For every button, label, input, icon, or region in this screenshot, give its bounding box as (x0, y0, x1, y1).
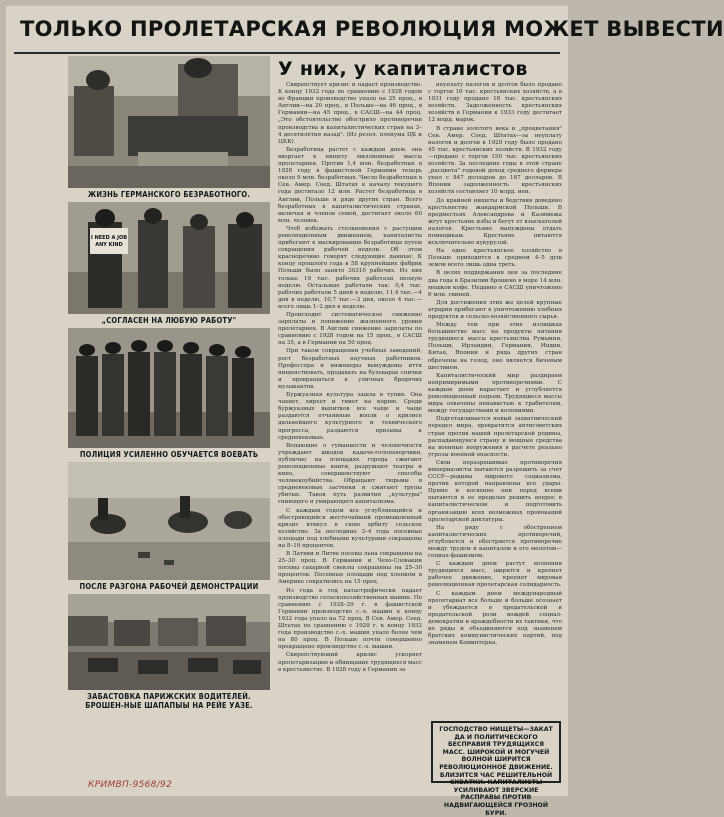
paragraph: Свирепствует кризис и падает производство. К концу 1932 года по сравнению с 1928 годом во Франции производство упало на 25 проц., в Англии—на 20 проц., в Польше—на 46 проц., в Германии—на 45 проц., в САСШ—на 44 проц. „Это обстоятельство обострило противоречия производства и капиталистических стран на 3–4 десятилетия назад". (Из резол. пленума ЦК и ЦКК). (278, 82, 422, 145)
paragraph: Из года в год катастрофически падает производство сельскохозяйственных машин. По сравнению с 1928–29 г. в фашистской Германии производство с.-х. машин к концу 1932 года упало на 72 проц. В Сев. Амер. Соед. Штатах по сравнению с 1929 г. к концу 1932 года производство с.-х. машин упало более чем на 80 проц. В Польше почти совершенно прекращено производство с.-х. машин. (278, 587, 422, 651)
photo-caption: ЗАБАСТОВКА ПАРИЖСКИХ ВОДИТЕЛЕЙ. БРОШЕН-НЫЕ ШАПАПЫЫ НА РЕЙЕ УАЗЕ. (85, 692, 253, 710)
photo-caption: „СОГЛАСЕН НА ЛЮБУЮ РАБОТУ" (101, 316, 237, 325)
paragraph: Между тем при этих излишках большинство масс на продукты питания трудящиеся массы крестьянства Румынии, Польши, Ирландии, Германии, Индии, Китая, Японии и ряда других стран обречены на голод, оно является бичевым шествием. (428, 322, 562, 371)
paragraph: С каждым днем растут волнения трудящихся масс, ширится и крепнет рабочее движение, крепнет мировая революционная пролетарская солидарность. (428, 561, 562, 589)
archive-stamp: КРИМВП-9568/92 (88, 780, 173, 790)
paragraph: В целях поддержания цен за последние два года в Бразилии брошено в море 14 млн. мешков кофе. Недавно в САСШ уничтожено 6 млн. свиней. (428, 270, 562, 298)
paragraph: Для достижения этих же целей крупные аграрии прибегают к уничтожению хлебных продуктов и сельско-хозяйственного сырья. (428, 299, 562, 320)
paragraph: При таком сокращении учебных заведений, рост безработных научных работников. Профессора и инженеры вынуждены итти нищенствовать, продавать на бульварах спички и превращаться в уличных бродячих музыкантов. (278, 348, 422, 390)
photo-police-training (68, 328, 270, 448)
photo-unemployed-image (68, 56, 270, 188)
photo-caption: ПОЛИЦИЯ УСИЛЕННО ОБУЧАЕТСЯ ВОЕВАТЬ (79, 450, 259, 459)
paragraph: Происходит систематическое снижение зарплаты и понижение жизненного уровня пролетариев. В Англии снижение зарплаты по сравнению с 1928 годом на 15 проц., в САСШ на 35, а в Германии на 50 проц. (278, 312, 422, 347)
paragraph: Свои неразрешимые противоречия империалисты пытаются разрешить за счет СССР—родины мирового социализма, против которой направлены все удары. Прямо и косвенно они перед всеми пытаются в ее пределах решить вопрос в капиталистическом и подготовить организацию всех возможных провокаций пролетарской диктатуры. (428, 459, 562, 523)
newspaper-page (6, 6, 724, 817)
paragraph: Чтоб избежать столкновения с растущим революционным движением, капиталисты прибегают к маскированию безработицы путем сокращения рабочей недели. Об этом красноречиво говорят следующие данные: К концу прошлого года в 58 крупнейших фабрик Польши было занято 30310 рабочих. Из них только 19 тыс. рабочих работали полную неделю. Остальные работали так: 0,4 тыс. рабочих работали 5 дней в неделю, 11,4 тыс.—4 дня в неделю, 10,7 тыс.—3 дня, около 4 тыс.—всего лишь 1–2 дня в неделю. (278, 225, 422, 310)
photo-demonstration (68, 462, 270, 580)
paragraph: В стране золотого века и „процветания" Сев. Амер. Соед. Штатах—за неуплату налогов и долгов в 1929 году было продано 45 тыс. крестьянских хозяйств. В 1932 году—продано с торгов 150 тыс. крестьянских хозяйств. За последние годы в этой стране „расцвета" годовой доход среднего фермера упал с 847 долларов до 187 долларов. В Японии задолженность крестьянских хозяйств составляет 10 млрд. иен. (428, 125, 562, 196)
photo-job-seekers (68, 202, 270, 314)
paragraph: Капиталистический мир раздираем непримиримыми противоречиями. С каждым днем нарастает и углубляется революционный подъем. Трудящиеся массы мира охвачены ненавистью к грабителям, между государствами и колониями. (428, 372, 562, 415)
article-column-right (428, 82, 562, 718)
paragraph: До крайней нищеты и бедствия доведено крестьянство жандармской Польши. В предместьях Александрова и Казимежа жгут крестьяне избы и бегут от взыскателей налогов. Крестьяне вынуждены отдать помещикам. Крестьяне питаются исключительно кукурузой. (428, 197, 562, 247)
paragraph: Безработица растет с каждым днем. она ввергает в нищету миллионные массы пролетариев. Против 1,4 млн. безработных в 1928 году в фашистской Германии теперь около 9 млн. безработных. Число безработных в Сев. Амер. Соед. Штатах к началу текущего года достигало 12 млн. Растет безработица в Англии, Польше и ряде других стран. Всего безработных в капиталистических странах, включая и членов семей, достигает около 60 млн. человек. (278, 146, 422, 224)
photo-strike (68, 594, 270, 690)
paragraph: С каждым годом все углубляющийся и обостряющийся жесточайший промышленный кризис втянул в свою орбиту сельское хозяйство. За последние 3–4 года посевные площади под хлебными культурами сокращены на 8–10 процентов. (278, 507, 422, 549)
photo-demonstration-image (68, 462, 270, 580)
banner-rule (14, 52, 560, 54)
paragraph: В Латвии и Литве посевы льна сокращены на 25–30 проц. В Германии и Чехо-Словакии посевы сахарной свеклы сокращены на 25–30 процентов. Посевные площади под хлопком в Америке сократились на 15 проц. (278, 551, 422, 586)
article-column-middle (278, 82, 422, 794)
photo-caption: ЖИЗНЬ ГЕРМАНСКОГО БЕЗРАБОТНОГО. (87, 190, 251, 199)
paragraph: Подготавливается новый захватнический передел мира, превратится антисоветских стран против нашей пролетарской родины, распадающуюся страну и мощные средства на военные вооружения в расчете реально угрозы военной опасности. (428, 416, 562, 458)
banner-headline: ТОЛЬКО ПРОЛЕТАРСКАЯ РЕВОЛЮЦИЯ МОЖЕТ ВЫВЕСТИ (20, 17, 724, 41)
paragraph: С каждым днем международный пролетариат все больше и больше осознает и убеждается в предательской и предательской роли вождей социал-демократии и враждебности их тактики, что их ряды и объединяются под знаменем братских коммунистических партий, под знаменем Коминтерна. (428, 590, 562, 647)
paragraph: неуплату налогов и долгов было продано с торгов 16 тыс. крестьянских хозяйств, а в 1931 году продано 18 тыс. крестьянских хозяйств. Задолженность крестьянских хозяйств в Германии к 1933 году достигает 12 млрд. марок. (428, 82, 562, 124)
paragraph: На ряду с обострением капиталистических противоречий, углубляется и обостряется противоречие между трудом и капиталом и его молотом—социал-фашизмом. (428, 524, 562, 560)
paragraph: Вопающие о гуманности и человечности учреждают шкодов кадаче-голоповорчики, публично на площадях города сжигают революционные книги, разрушают театры и кино, совершенствуют способы человекоубийства. Обращают тюрьмы в средневековые застенки и сжигают трупы убитых. Таков путь развития „культуры" гниющего и умирающего капитализма. (278, 442, 422, 506)
photo-police-training-image (68, 328, 270, 448)
photo-job-seekers-image (68, 202, 270, 314)
paragraph: Буржуазная культура зашла в тупик. Она чахнет, хиреет и гниет на корню. Среди буржуазных выпитков все чаще и чаще раздаются отчаянные вопли о кризисе дальнейшего культурного и технического прогресса, раздаются призывы к средневековью. (278, 392, 422, 441)
photo-strike-image (68, 594, 270, 690)
photo-caption: ПОСЛЕ РАЗГОНА РАБОЧЕЙ ДЕМОНСТРАЦИИ (79, 582, 259, 591)
section-headline: У них, у капиталистов (278, 58, 528, 80)
boxed-slogan: ГОСПОДСТВО НИЩЕТЫ—ЗАКАТ ДА И ПОЛИТИЧЕСКОГО БЕСПРАВИЯ ТРУДЯЩИХСЯ МАСС. ШИРОКОЙ И МОГУЧЕЙ ВОЛНОЙ ШИРИТСЯ РЕВОЛЮЦИОННОЕ ДВИЖЕНИЕ. БЛИЗИТСЯ ЧАС РЕШИТЕЛЬНОЙ СХВАТКИ. КАПИТАЛИСТЫ УСИЛИВАЮТ ЗВЕРСКИЕ РАСПРАВЫ ПРОТИВ НАДВИГАЮЩЕЙСЯ ГРОЗНОЙ БУРИ. (431, 721, 561, 783)
paragraph: На одно крестьянское хозяйство в Польше приходится в среднем 4–5 душ земли всего лишь одна треть. (428, 248, 562, 269)
svg-text:I NEED A JOB: I NEED A JOB (90, 235, 128, 241)
svg-text:ANY KIND: ANY KIND (95, 242, 123, 248)
photo-column (68, 56, 270, 713)
paragraph: Свирепствующий кризис ускоряет пролетаризацию и обнищание трудящихся масс в крестьянстве. В 1928 году в Германии за (278, 652, 422, 673)
photo-unemployed (68, 56, 270, 188)
